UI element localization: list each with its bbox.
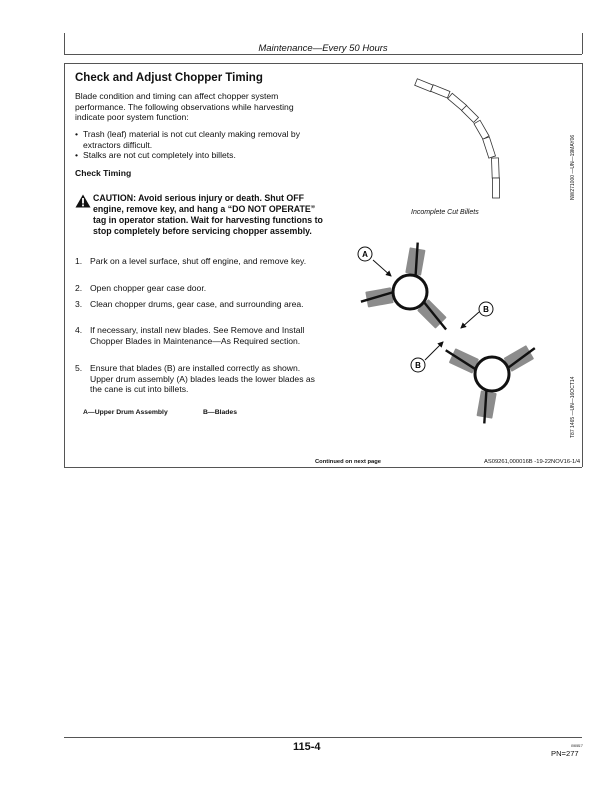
figure-code-chopper: T87 1465 —UN—16OCT14 xyxy=(570,376,576,438)
section-title: Check and Adjust Chopper Timing xyxy=(75,72,263,84)
frame-left xyxy=(64,63,65,467)
subheading-check-timing: Check Timing xyxy=(75,168,132,178)
billets-figure xyxy=(410,72,510,208)
step-number: 4. xyxy=(75,325,83,335)
document-reference: AS09261,000016B -19-22NOV16-1/4 xyxy=(484,459,581,465)
step-number: 5. xyxy=(75,363,83,373)
callout-b-label: B xyxy=(415,361,421,370)
lower-drum xyxy=(441,342,539,425)
warning-triangle-icon xyxy=(75,194,91,208)
pn-label: PN=277 xyxy=(551,749,579,758)
step-text: Park on a level surface, shut off engine, and remove key. xyxy=(90,256,307,266)
step-number: 3. xyxy=(75,299,83,309)
step-text: If necessary, install new blades. See Remove and Install Chopper Blades in Maintenance—As Required section. xyxy=(90,325,305,346)
caution-block xyxy=(75,193,325,237)
list-item xyxy=(75,325,325,346)
list-item xyxy=(75,283,325,294)
callout-b-lower xyxy=(411,342,443,372)
caution-text: CAUTION: Avoid serious injury or death. Shut OFF engine, remove key, and hang a “DO NOT OPERATE” tag in operator station. Wait for harvesting functions to stop completely before servicing chopper assembly. xyxy=(93,193,323,236)
section-top-rule xyxy=(64,63,582,64)
step-number: 1. xyxy=(75,256,83,266)
step-text: Ensure that blades (B) are installed correctly as shown. Upper drum assembly (A) blades leads the lower blades as the cane is cut into billets. xyxy=(90,363,315,395)
bullet-text: Stalks are not cut completely into billets. xyxy=(83,150,236,160)
callout-b-label: B xyxy=(483,305,489,314)
frame-right-top xyxy=(582,33,583,54)
page-number: 115-4 xyxy=(293,741,321,753)
list-item xyxy=(75,256,325,267)
upper-drum xyxy=(359,241,452,334)
list-item xyxy=(75,299,325,310)
list-item xyxy=(75,363,325,395)
figure-caption-billets: Incomplete Cut Billets xyxy=(411,209,479,216)
bullet-marker: • xyxy=(75,150,79,160)
step-text: Clean chopper drums, gear case, and surrounding area. xyxy=(90,299,304,309)
callout-a xyxy=(358,247,391,276)
footer-rule xyxy=(64,737,582,738)
header-rule xyxy=(64,54,582,55)
callout-a-label: A xyxy=(362,250,368,259)
continued-note: Continued on next page xyxy=(315,459,382,465)
frame-right xyxy=(582,63,583,467)
bullet-marker: • xyxy=(75,129,79,139)
legend-upper-drum: A—Upper Drum Assembly xyxy=(83,409,168,416)
page-date-code: 090817 xyxy=(571,744,583,748)
intro-paragraph: Blade condition and timing can affect chopper system performance. The following observations while harvesting indicate poor system function: xyxy=(75,91,294,123)
bullet-text: Trash (leaf) material is not cut cleanly making removal by extractors difficult. xyxy=(83,129,300,150)
section-bottom-rule xyxy=(64,467,582,468)
chopper-figure xyxy=(345,222,560,437)
step-number: 2. xyxy=(75,283,83,293)
callout-b-upper xyxy=(461,302,493,328)
bullet-item xyxy=(75,129,325,150)
step-text: Open chopper gear case door. xyxy=(90,283,207,293)
legend-blades: B—Blades xyxy=(203,409,237,416)
figure-code-billets: NW271000 —UN—19MAY06 xyxy=(570,134,576,200)
bullet-item xyxy=(75,150,325,161)
running-head: Maintenance—Every 50 Hours xyxy=(258,43,388,54)
